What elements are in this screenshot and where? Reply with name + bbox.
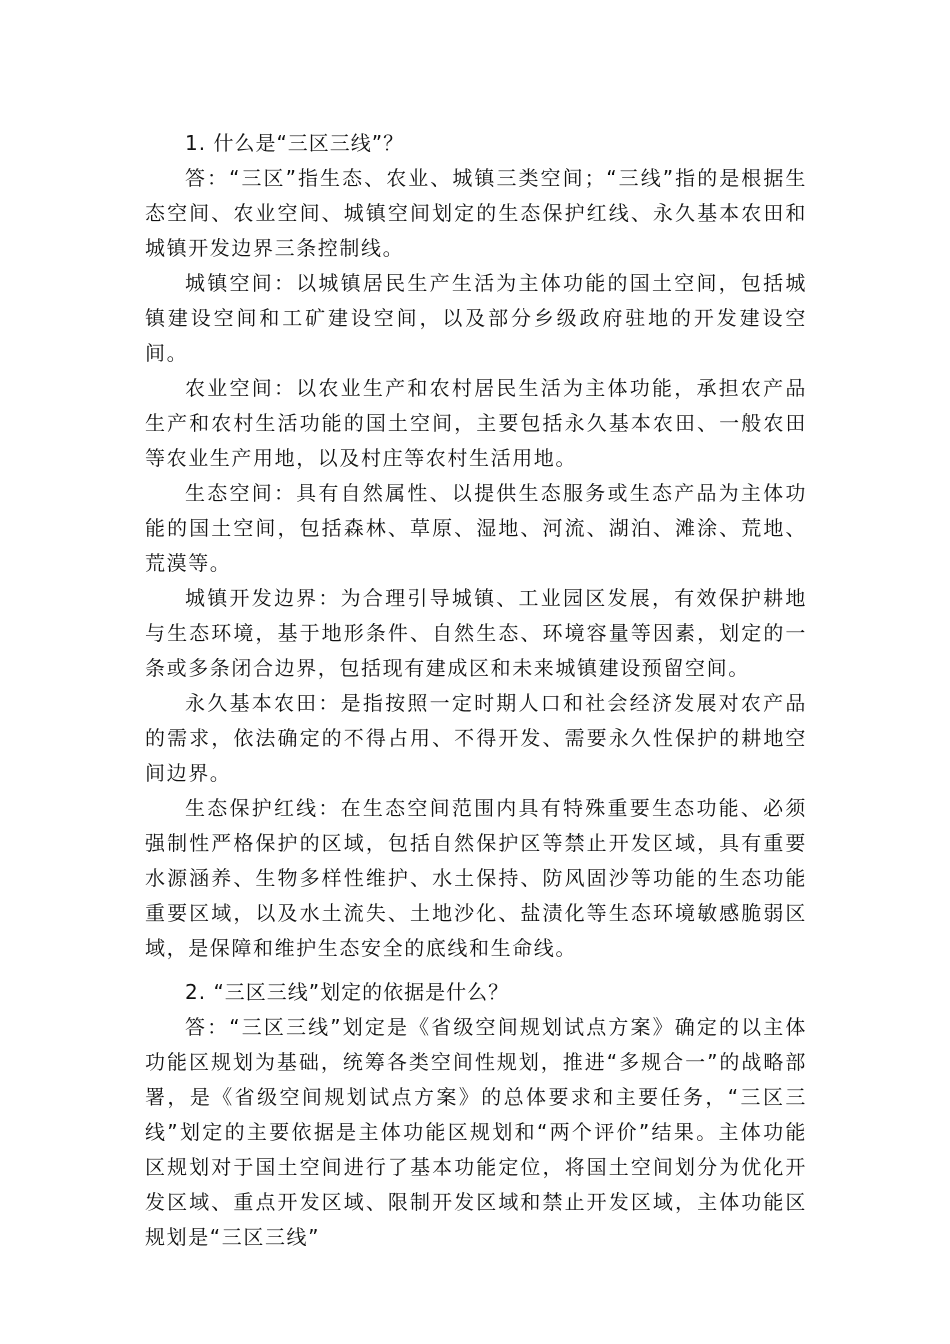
definition-urban-space: 城镇空间：以城镇居民生产生活为主体功能的国土空间，包括城镇建设空间和工矿建设空间，以及部分乡级政府驻地的开发建设空间。 xyxy=(145,271,807,365)
question-1-heading: 1. 什么是“三区三线”？ xyxy=(185,131,405,155)
definition-ecological-space: 生态空间：具有自然属性、以提供生态服务或生态产品为主体功能的国土空间，包括森林、草原、湿地、河流、湖泊、滩涂、荒地、荒漠等。 xyxy=(145,481,807,575)
definition-permanent-basic-farmland: 永久基本农田：是指按照一定时期人口和社会经济发展对农产品的需求，依法确定的不得占用、不得开发、需要永久性保护的耕地空间边界。 xyxy=(145,691,807,785)
definition-urban-development-boundary: 城镇开发边界：为合理引导城镇、工业园区发展，有效保护耕地与生态环境，基于地形条件、自然生态、环境容量等因素，划定的一条或多条闭合边界，包括现有建成区和未来城镇建设预留空间。 xyxy=(145,586,807,680)
answer-1: 答：“三区”指生态、农业、城镇三类空间；“三线”指的是根据生态空间、农业空间、城镇空间划定的生态保护红线、永久基本农田和城镇开发边界三条控制线。 xyxy=(145,166,807,260)
definition-agricultural-space: 农业空间：以农业生产和农村居民生活为主体功能，承担农产品生产和农村生活功能的国土空间，主要包括永久基本农田、一般农田等农业生产用地，以及村庄等农村生活用地。 xyxy=(145,376,807,470)
answer-2: 答：“三区三线”划定是《省级空间规划试点方案》确定的以主体功能区规划为基础，统筹各类空间性规划，推进“多规合一”的战略部署，是《省级空间规划试点方案》的总体要求和主要任务，“三区三线”划定的主要依据是主体功能区规划和“两个评价”结果。主体功能区规划对于国土空间进行了基本功能定位，将国土空间划分为优化开发区域、重点开发区域、限制开发区域和禁止开发区域，主体功能区规划是“三区三线” xyxy=(145,1015,807,1249)
document-body xyxy=(145,126,807,1255)
question-2-heading: 2. “三区三线”划定的依据是什么？ xyxy=(185,980,510,1004)
definition-ecological-redline: 生态保护红线：在生态空间范围内具有特殊重要生态功能、必须强制性严格保护的区域，包括自然保护区等禁止开发区域，具有重要水源涵养、生物多样性维护、水土保持、防风固沙等功能的生态功能重要区域，以及水土流失、土地沙化、盐渍化等生态环境敏感脆弱区域，是保障和维护生态安全的底线和生命线。 xyxy=(145,796,807,960)
